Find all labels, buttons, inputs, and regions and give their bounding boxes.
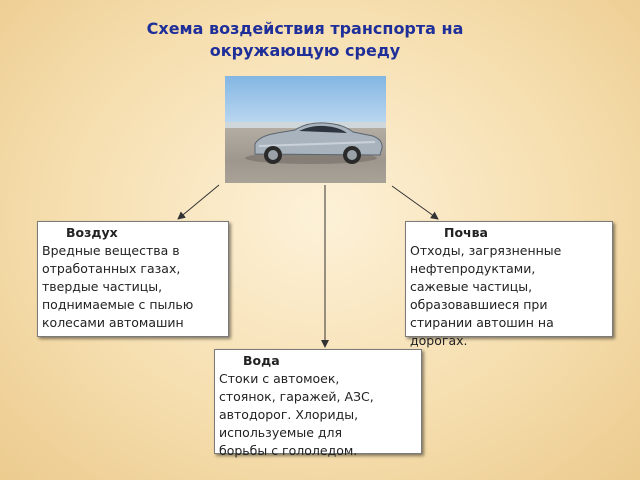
title-line-1: Схема воздействия транспорта на: [146, 19, 464, 38]
node-water: [214, 349, 422, 458]
node-soil-text: Отходы, загрязненные нефтепродуктами, сажевые частицы, образовавшиеся при стирании автошин на дорогах.: [410, 243, 562, 348]
node-soil-heading: Почва: [444, 225, 488, 240]
node-air-heading: Воздух: [66, 225, 118, 240]
node-water-text: Стоки с автомоек, стоянок, гаражей, АЗС, автодорог. Хлориды, используемые для борьбы с гололедом.: [219, 371, 374, 458]
arrow-to-soil: [392, 186, 438, 219]
node-soil: [405, 221, 613, 348]
title-line-2: окружающую среду: [209, 41, 401, 60]
arrow-to-air: [178, 185, 219, 219]
node-air: [37, 221, 229, 337]
node-water-heading: Вода: [243, 353, 280, 368]
node-air-text: Вредные вещества в отработанных газах, твердые частицы, поднимаемые с пылью колесами автомашин: [42, 243, 194, 330]
